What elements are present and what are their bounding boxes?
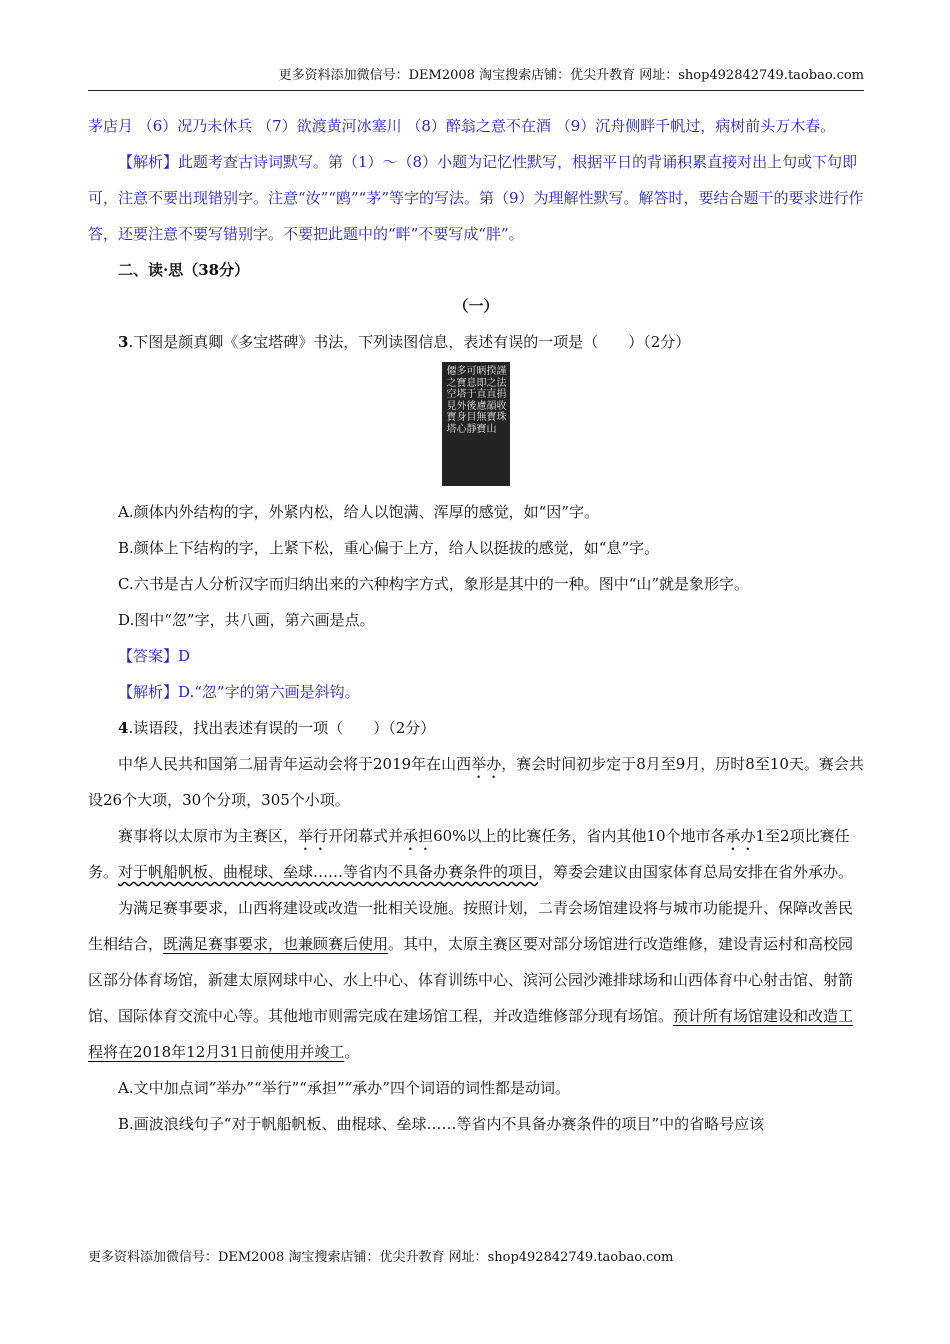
passage-paragraph-3 [88, 890, 864, 1070]
stele-column: 多寶塔外身心 [456, 366, 467, 435]
question-4-stem [88, 710, 864, 746]
question-3-option-a: A.颜体内外结构的字，外紧内松，给人以饱满、浑厚的感觉，如“因”字。 [118, 503, 599, 521]
passage-text: 赛事将以太原市为主赛区， [118, 827, 299, 845]
passage-text: 。其中，太原主赛区要对部分场馆进行改造维修，建设青运村和高校园区部分体育场馆，新建太原网球中心、水上中心、体育训练中心、滨河公园沙滩排球场和山西体育中心射击馆、射箭馆、国际体育交流中心等。其他地市则需完成在建场馆工程，并改造维修部分现有场馆。 [88, 935, 854, 1025]
passage-text: 。 [344, 1043, 360, 1061]
question-3-option-d: D.图中“忽”字，共八画，第六画是点。 [118, 611, 375, 629]
question-3-analysis: 【解析】D.“忽”字的第六画是斜钩。 [118, 683, 360, 701]
passage-text: 60%以上的比赛任务，省内其他10个地市各 [433, 827, 726, 845]
question-4-text: .读语段，找出表述有误的一项（ ）（2分） [128, 719, 436, 737]
dotted-word: 举办 [471, 755, 502, 773]
section-title: 二、读·思（38分） [118, 261, 250, 279]
subsection-title: （一） [453, 297, 499, 315]
question-3-option-c: C.六书是古人分析汉字而归纳出来的六种构字方式，象形是其中的一种。图中“山”就是象形字。 [118, 575, 750, 593]
wavy-underlined-sentence: 对于帆船帆板、曲棍球、垒球……等省内不具备办赛条件的项目 [118, 863, 539, 881]
footer-text: 更多资料添加微信号：DEM2008 淘宝搜索店铺：优尖升教育 网址：shop492842749.taobao.com [88, 1250, 674, 1265]
stele-column: 揆之直韻寳山 [486, 366, 497, 435]
question-3-text: .下图是颜真卿《多宝塔碑》书法，下列读图信息，表述有误的一项是（ ）（2分） [128, 333, 691, 351]
passage-text: 1至2项比赛任务。 [88, 827, 850, 881]
page-footer [88, 1248, 673, 1268]
page-header [88, 66, 864, 91]
analysis-paragraph: 【解析】此题考查古诗词默写。第（1）～（8）小题为记忆性默写，根据平日的背诵积累直接对出上句或下句即可，注意不要出现错别字。注意“汝”“鸥”“茅”等字的写法。第（9）为理解性默写。解答时，要结合题干的要求进行作答，还要注意不要写错别字。不要把此题中的“畔”不要写成“胖”。 [88, 153, 864, 243]
question-3-option-b: B.颜体上下结构的字，上紧下松，重心偏于上方，给人以挺拔的感觉，如“息”字。 [118, 539, 660, 557]
underlined-sentence: 既满足赛事要求，也兼顾赛后使用 [163, 935, 389, 953]
question-3-stem [88, 324, 864, 360]
dotted-word: 举行 [298, 827, 329, 845]
passage-paragraph-1 [88, 746, 864, 818]
stele-column: 謹法捐收珠 [496, 366, 507, 423]
answers-continued: 茅店月 （6）况乃未休兵 （7）欲渡黄河冰塞川 （8）醉翁之意不在酒 （9）沉舟侧畔千帆过，病树前头万木春。 [88, 117, 836, 135]
dotted-word: 承担 [403, 827, 434, 845]
question-4-option-b: B.画波浪线句子“对于帆船帆板、曲棍球、垒球……等省内不具备办赛条件的项目”中的省略号应该 [118, 1115, 765, 1133]
answer-label: 【答案】 [118, 647, 179, 665]
question-3-number: 3 [118, 333, 129, 351]
passage-text: 开闭幕式并 [328, 827, 404, 845]
dotted-word: 承办 [725, 827, 756, 845]
stele-column: 可息于後目靜 [466, 366, 477, 435]
passage-text: 为满足赛事要求，山西将建设或改造一批相关设施。按照计划，二青会场馆建设将与城市功能提升、保障改善民生相结合， [88, 899, 854, 953]
header-text: 更多资料添加微信号：DEM2008 淘宝搜索店铺：优尖升教育 网址：shop492842749.taobao.com [278, 68, 864, 83]
underlined-sentence: 预计所有场馆建设和改造工程将在2018年12月31日前使用并竣工 [88, 1007, 854, 1061]
question-3-answer [88, 638, 864, 674]
passage-text: 中华人民共和国第二届青年运动会将于2019年在山西 [118, 755, 472, 773]
passage-paragraph-2 [88, 818, 864, 890]
passage-text: ，筹委会建议由国家体育总局安排在省外承办。 [538, 863, 854, 881]
stele-column: 僊之空見寳塔 [446, 366, 457, 435]
question-4-option-a: A.文中加点词“举办”“举行”“承担”“承办”四个词语的词性都是动词。 [118, 1079, 570, 1097]
answer-value: D [178, 647, 191, 665]
calligraphy-rubbing-image [442, 362, 510, 486]
stele-figure [88, 360, 864, 494]
passage-text: ，赛会时间初步定于8月至9月，历时8至10天。赛会共设26个大项，30个分项，305个小项。 [88, 755, 864, 809]
stele-column: 昞即直慮無寶 [476, 366, 487, 435]
question-4-number: 4 [118, 719, 129, 737]
document-body [88, 108, 864, 1142]
